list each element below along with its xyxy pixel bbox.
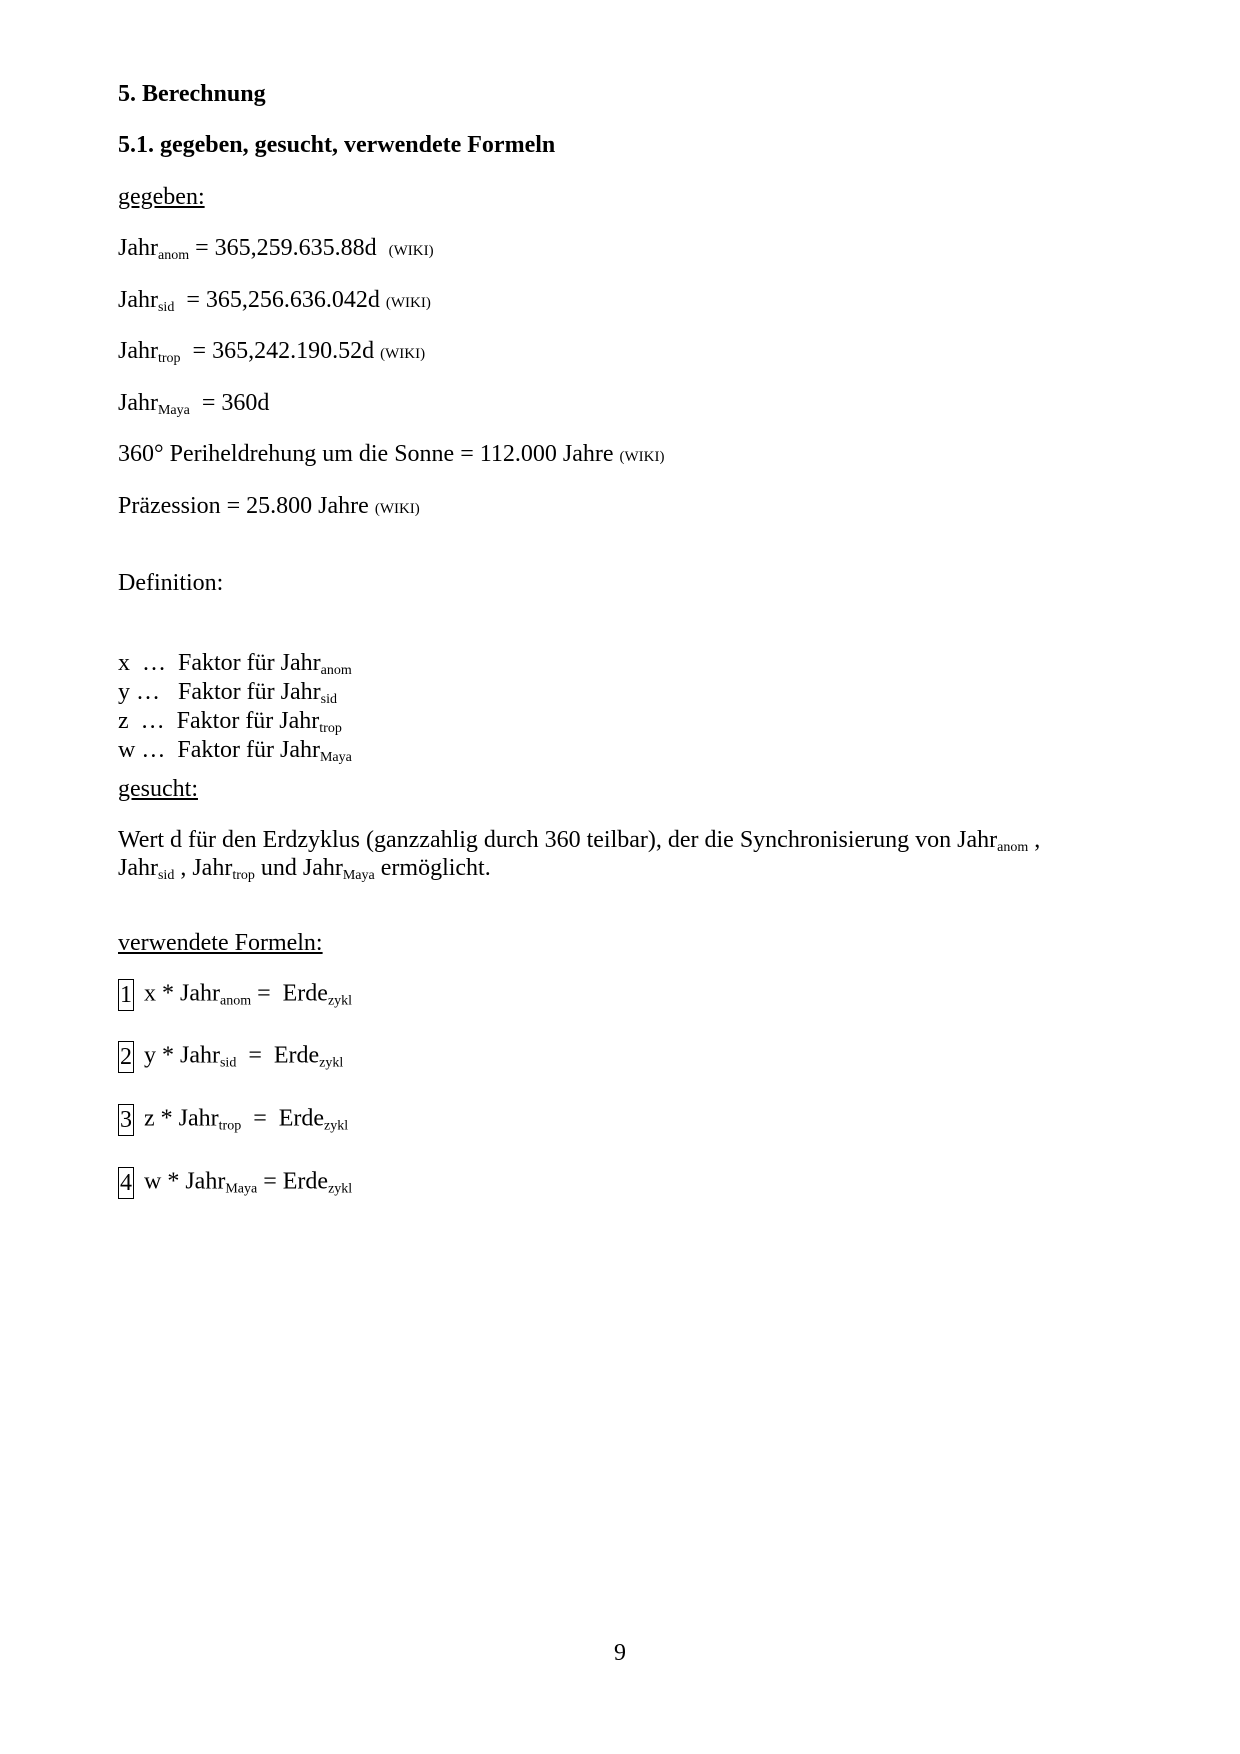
given-line-sid: Jahr$_{sid}$ = 365,256.636.042d (WIKI)	[118, 287, 431, 315]
formula-number: 3	[118, 1104, 134, 1136]
perihel-line: 360° Periheldrehung um die Sonne = 112.000 Jahre (WIKI)	[118, 441, 665, 467]
page-number: 9	[614, 1640, 626, 1666]
sought-label: gesucht:	[118, 776, 198, 802]
definition-list	[118, 621, 352, 793]
given-line-anom: Jahr$_{anom}$ = 365,259.635.88d (WIKI)	[118, 235, 434, 263]
definition-item-w: w … Faktor für Jahr$_{Maya}$	[118, 737, 352, 765]
formula-3: 3 z * Jahr$_{trop}$ = Erde$_{zykl}$	[118, 1104, 348, 1136]
formula-number: 4	[118, 1167, 134, 1199]
formula-2: 2 y * Jahr$_{sid}$ = Erde$_{zykl}$	[118, 1041, 343, 1073]
given-label: gegeben:	[118, 184, 205, 210]
formula-4: 4 w * Jahr$_{Maya}$ = Erde$_{zykl}$	[118, 1167, 352, 1199]
subsection-heading: 5.1. gegeben, gesucht, verwendete Formeln	[118, 132, 556, 158]
section-heading: 5. Berechnung	[118, 81, 266, 107]
definition-item-z: z … Faktor für Jahr$_{trop}$	[118, 708, 342, 736]
given-line-trop: Jahr$_{trop}$ = 365,242.190.52d (WIKI)	[118, 338, 426, 366]
praezession-line: Präzession = 25.800 Jahre (WIKI)	[118, 493, 420, 519]
formula-1: 1 x * Jahr$_{anom}$ = Erde$_{zykl}$	[118, 979, 352, 1011]
formula-number: 1	[118, 979, 134, 1011]
sought-paragraph: Wert d für den Erdzyklus (ganzzahlig durch 360 teilbar), der die Synchronisierung von Jahr$_{anom}$ , Jahr$_{sid}$ , Jahr$_{trop}$ und Jahr$_{Maya}$ ermöglicht.	[118, 827, 1041, 883]
definition-item-y: y … Faktor für Jahr$_{sid}$	[118, 679, 337, 707]
formulas-label: verwendete Formeln:	[118, 930, 323, 956]
formula-number: 2	[118, 1041, 134, 1073]
given-line-maya: Jahr$_{Maya}$ = 360d	[118, 390, 270, 418]
definition-item-x: x … Faktor für Jahr$_{anom}$	[118, 650, 352, 678]
definition-label: Definition:	[118, 570, 224, 596]
